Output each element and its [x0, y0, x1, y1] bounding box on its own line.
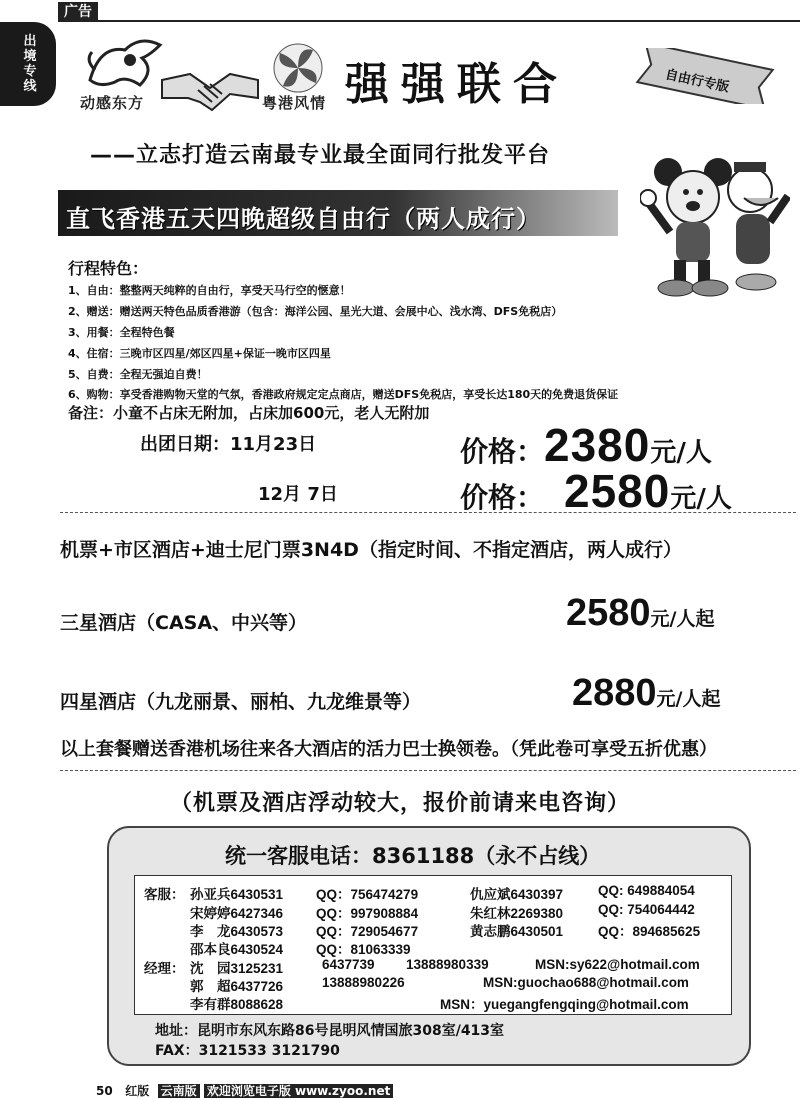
contact-qq: QQ：756474279 [316, 887, 419, 902]
price-row-2 [460, 464, 732, 518]
hotel-3star-price-row [566, 592, 715, 635]
footer-text: 欢迎浏览电子版 www.zyoo.net [204, 1084, 394, 1098]
page-number: 50 [96, 1084, 113, 1098]
contact-qq: QQ：81063339 [316, 942, 411, 957]
price-unit: 元/人 [650, 438, 712, 468]
footer [96, 1082, 393, 1099]
address: 地址：昆明市东风东路86号昆明风情国旅308室/413室 [155, 1023, 505, 1039]
feature-item: 6、购物：享受香港购物天堂的气氛，香港政府规定定点商店，赠送DFS免税店，享受长达180天的免费退货保证 [68, 388, 619, 401]
hotel-4star-price: 2880 [572, 672, 657, 714]
manager-name: 沈 园3125231 [190, 961, 284, 976]
contact-qq: QQ: 754064442 [598, 902, 695, 917]
side-tab-char: 线 [23, 79, 37, 94]
manager-msn: MSN:guochao688@hotmail.com [483, 975, 689, 990]
contact-qq: QQ: 649884054 [598, 883, 695, 898]
hotel-3star-price: 2580 [566, 592, 651, 634]
handshake-icon [160, 68, 260, 116]
contact-name: 李 龙6430573 [190, 924, 284, 939]
manager-label: 经理： [144, 961, 185, 976]
hotline: 统一客服电话：8361188（永不占线） [225, 844, 601, 868]
package-title: 机票+市区酒店+迪士尼门票3N4D（指定时间、不指定酒店，两人成行） [60, 539, 682, 561]
price-unit: 元/人 [670, 484, 732, 514]
hotel-price-unit: 元/人起 [656, 688, 721, 710]
price-value-2: 2580 [564, 465, 671, 517]
lion-logo-icon [80, 30, 170, 92]
subtitle: ——立志打造云南最专业最全面同行批发平台 [90, 143, 551, 168]
feature-item: 2、赠送：赠送两天特色品质香港游（包含：海洋公园、星光大道、会展中心、浅水湾、DFS免税店） [68, 305, 563, 318]
consult-note: （机票及酒店浮动较大，报价前请来电咨询） [170, 791, 631, 816]
gift-note: 以上套餐赠送香港机场往来各大酒店的活力巴士换领卷。（凭此卷可享受五折优惠） [60, 739, 717, 760]
edition-label: 红版 [125, 1084, 150, 1098]
logo-label-middle: 粤港风情 [262, 94, 327, 112]
price-label: 价格： [460, 481, 545, 514]
manager-mobile: 13888980339 [406, 957, 489, 972]
side-tab [0, 22, 56, 106]
cartoon-mascots-icon [640, 152, 790, 300]
hotel-3star-name: 三星酒店（CASA、中兴等） [60, 612, 308, 634]
logo-label-left: 动感东方 [80, 94, 145, 112]
feature-item: 5、自费：全程无强迫自费！ [68, 368, 208, 381]
tour-banner-title: 直飞香港五天四晚超级自由行（两人成行） [66, 205, 541, 233]
manager-msn: MSN:sy622@hotmail.com [535, 957, 700, 972]
manager-mobile: 13888980226 [322, 975, 405, 990]
departure-date-1: 出团日期：11月23日 [140, 434, 317, 455]
features-title: 行程特色： [68, 259, 149, 278]
main-title: 强强联合 [345, 59, 569, 110]
contact-qq: QQ：894685625 [598, 924, 701, 939]
side-tab-char: 专 [23, 64, 37, 79]
manager-name: 郭 超6437726 [190, 979, 284, 994]
contact-qq: QQ：997908884 [316, 906, 419, 921]
price-value-1: 2380 [544, 419, 651, 471]
contact-name: 邵本良6430524 [190, 942, 284, 957]
price-label: 价格： [460, 435, 545, 468]
feature-item: 4、住宿：三晚市区四星/郊区四星+保证一晚市区四星 [68, 347, 331, 360]
hotel-4star-name: 四星酒店（九龙丽景、丽柏、九龙维景等） [60, 691, 422, 713]
side-tab-char: 境 [23, 49, 37, 64]
dashed-divider [60, 770, 796, 771]
contact-name: 宋婷婷6427346 [190, 906, 284, 921]
hotel-price-unit: 元/人起 [650, 608, 715, 630]
fax: FAX：3121533 3121790 [155, 1043, 340, 1059]
manager-phone: 6437739 [322, 957, 375, 972]
contact-qq: QQ：729054677 [316, 924, 419, 939]
service-label: 客服： [144, 887, 185, 902]
pinwheel-logo-icon [265, 40, 331, 96]
feature-item: 3、用餐：全程特色餐 [68, 326, 175, 339]
manager-msn: MSN：yuegangfengqing@hotmail.com [440, 997, 689, 1012]
top-divider [58, 20, 800, 22]
contact-name: 仇应斌6430397 [470, 887, 564, 902]
dashed-divider [60, 512, 796, 513]
region-label: 云南版 [158, 1084, 200, 1098]
contact-name: 孙亚兵6430531 [190, 887, 284, 902]
hotel-4star-price-row [572, 672, 721, 715]
ad-tag: 广告 [58, 2, 98, 22]
departure-date-2: 12月 7日 [258, 484, 338, 505]
stamp-text: 自由行专版 [663, 67, 731, 96]
feature-item: 1、自由：整整两天纯粹的自由行，享受天马行空的惬意！ [68, 284, 351, 297]
features-note: 备注：小童不占床无附加，占床加600元，老人无附加 [68, 404, 430, 422]
side-tab-char: 出 [23, 34, 37, 49]
contact-name: 黄志鹏6430501 [470, 924, 564, 939]
contact-name: 朱红林2269380 [470, 906, 564, 921]
manager-name: 李有群8088628 [190, 997, 284, 1012]
